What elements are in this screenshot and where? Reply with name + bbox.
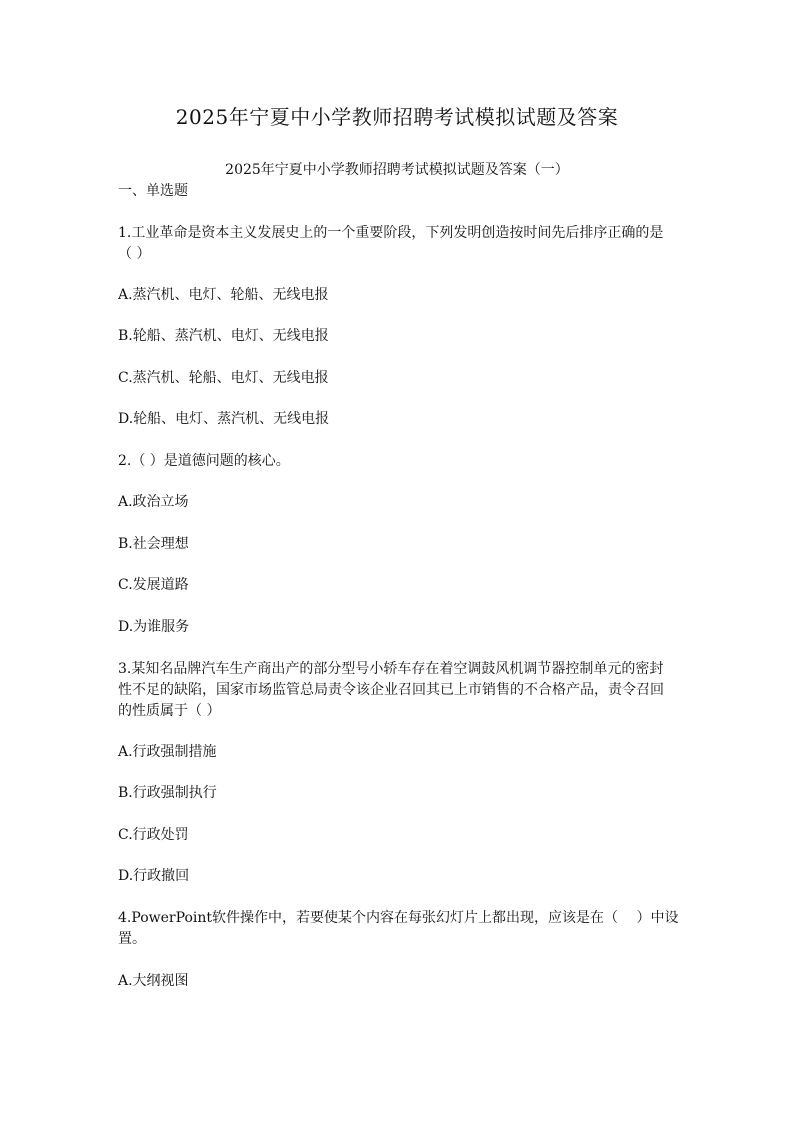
question-1-stem-line-1: 1.工业革命是资本主义发展史上的一个重要阶段，下列发明创造按时间先后排序正确的是	[118, 225, 664, 241]
question-4-option-a: A.大纲视图	[118, 973, 189, 989]
document-subtitle: 2025年宁夏中小学教师招聘考试模拟试题及答案（一）	[225, 162, 569, 178]
question-4-stem-line-1: 4.PowerPoint软件操作中，若要使某个内容在每张幻灯片上都出现，应该是在（ ）中设	[118, 910, 679, 926]
question-2-option-a: A.政治立场	[118, 494, 189, 510]
question-3-option-a: A.行政强制措施	[118, 744, 217, 760]
question-1-option-d: D.轮船、电灯、蒸汽机、无线电报	[118, 411, 330, 427]
question-1-option-a: A.蒸汽机、电灯、轮船、无线电报	[118, 287, 329, 303]
question-2-option-d: D.为谁服务	[118, 619, 190, 635]
question-1-option-b: B.轮船、蒸汽机、电灯、无线电报	[118, 328, 329, 344]
question-2-option-b: B.社会理想	[118, 536, 189, 552]
question-3-stem-line-3: 的性质属于（ ）	[118, 703, 221, 719]
section-heading: 一、单选题	[118, 183, 188, 199]
question-3-stem-line-1: 3.某知名品牌汽车生产商出产的部分型号小轿车存在着空调鼓风机调节器控制单元的密封	[118, 661, 664, 677]
question-1-option-c: C.蒸汽机、轮船、电灯、无线电报	[118, 370, 329, 386]
question-3-option-d: D.行政撤回	[118, 868, 190, 884]
document-title: 2025年宁夏中小学教师招聘考试模拟试题及答案	[175, 105, 619, 129]
question-3-option-c: C.行政处罚	[118, 827, 189, 843]
question-2-stem: 2.（ ）是道德问题的核心。	[118, 453, 290, 469]
question-4-stem-line-2: 置。	[118, 931, 146, 947]
question-3-stem-line-2: 性不足的缺陷，国家市场监管总局责令该企业召回其已上市销售的不合格产品，责令召回	[118, 682, 664, 698]
question-1-stem-line-2: （ ）	[118, 246, 151, 262]
question-2-option-c: C.发展道路	[118, 577, 189, 593]
question-3-option-b: B.行政强制执行	[118, 785, 217, 801]
